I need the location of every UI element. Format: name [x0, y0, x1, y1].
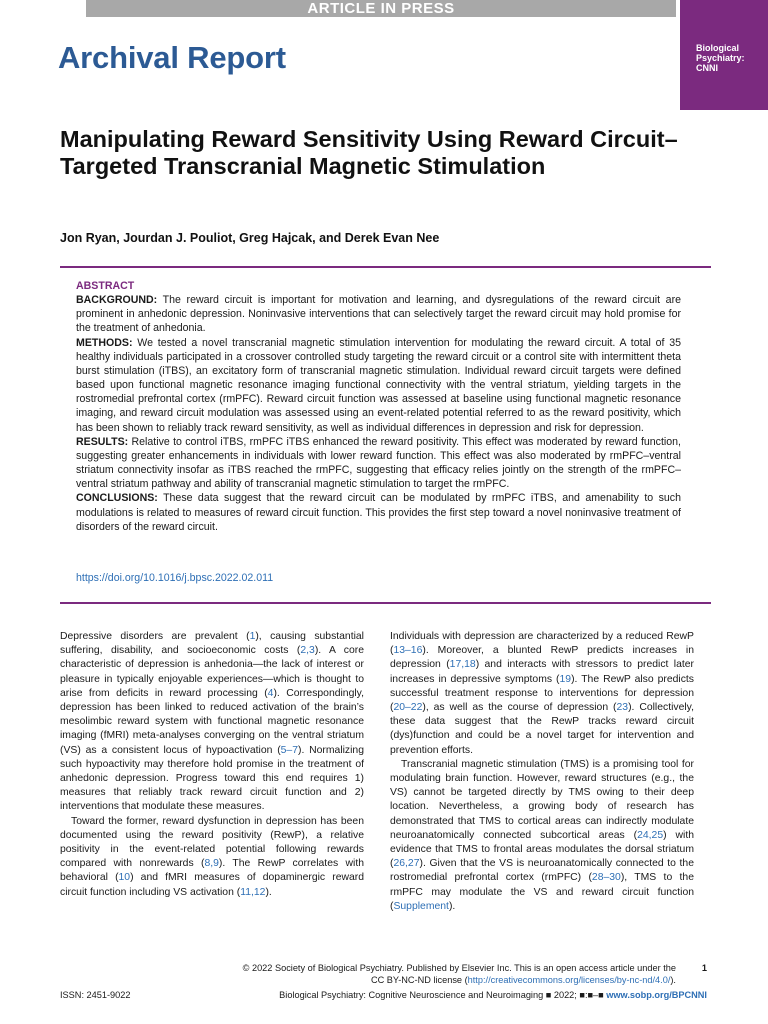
- body-column-left: [60, 630, 364, 900]
- citation-link[interactable]: 10: [118, 872, 131, 884]
- body-text: ). Normalizing such hypoactivity may therefore hold promise in the treatment of anhedonic depression. Progress toward this end requires 1) measures that reliably track reward circuit function and 2) interventions that modulate these measures.: [60, 744, 364, 813]
- citation-link[interactable]: 24,25: [637, 829, 664, 841]
- body-paragraph: [390, 630, 694, 758]
- citation-link[interactable]: 17,18: [449, 659, 476, 671]
- page-number: 1: [701, 963, 707, 973]
- abstract: [76, 279, 681, 534]
- citation-link[interactable]: 19: [559, 673, 572, 685]
- doi-link[interactable]: https://doi.org/10.1016/j.bpsc.2022.02.011: [76, 572, 274, 584]
- article-title: Manipulating Reward Sensitivity Using Reward Circuit–Targeted Transcranial Magnetic Stimulation: [60, 126, 678, 179]
- citation-link[interactable]: 2,3: [300, 645, 315, 657]
- body-text: ). The RewP also predicts successful treatment response to interventions for depression (: [390, 673, 694, 714]
- results-label: RESULTS:: [76, 435, 129, 448]
- section-label: Archival Report: [58, 40, 286, 75]
- copyright-line: © 2022 Society of Biological Psychiatry. Published by Elsevier Inc. This is an open access article under the: [242, 963, 676, 973]
- issn: ISSN: 2451-9022: [60, 990, 131, 1000]
- conclusions-text: These data suggest that the reward circuit can be modulated by rmPFC iTBS, and amenability to such modulations is related to measures of reward circuit function. This provides the first step toward a novel noninvasive treatment of disorders of the reward circuit.: [76, 492, 681, 533]
- abstract-results: [76, 435, 681, 492]
- author-list: Jon Ryan, Jourdan J. Pouliot, Greg Hajcak, and Derek Evan Nee: [60, 231, 440, 245]
- journal-tab-line: Psychiatry:: [696, 53, 745, 63]
- citation-link[interactable]: 4: [267, 687, 274, 699]
- journal-tab-line: Biological: [696, 43, 740, 53]
- license-suffix: ).: [670, 975, 676, 985]
- results-text: Relative to control iTBS, rmPFC iTBS enhanced the reward positivity. This effect was moderated by reward function, suggesting greater enhancements in individuals with lower reward function. This effect was also moderated by rmPFC–ventral striatum connectivity insofar as iTBS reached the rmPFC, suggesting that efficacy relies jointly on the strength of the rmPFC–ventral striatum pathway and ability of transcranial magnetic stimulation to target the rmPFC.: [76, 435, 681, 491]
- citation-link[interactable]: 13–16: [393, 645, 423, 657]
- body-paragraph: [60, 630, 364, 815]
- license-link[interactable]: http://creativecommons.org/licenses/by-nc-nd/4.0/: [467, 975, 671, 985]
- license-line: [196, 974, 676, 986]
- body-text: Depressive disorders are prevalent (: [60, 631, 250, 642]
- citation-link[interactable]: 11,12: [240, 886, 266, 898]
- body-paragraph: [390, 758, 694, 914]
- body-text: ). Moreover, a blunted RewP predicts increases in depression (: [390, 645, 694, 671]
- abstract-top-divider: [60, 266, 711, 268]
- body-paragraph: [60, 815, 364, 900]
- citation-link[interactable]: 28–30: [591, 872, 621, 884]
- background-label: BACKGROUND:: [76, 294, 158, 307]
- methods-text: We tested a novel transcranial magnetic stimulation intervention for modulating the reward circuit. A total of 35 healthy individuals participated in a crossover controlled study targeting the reward circuit or a control site with intermittent theta burst stimulation (iTBS), an excitatory form of transcranial magnetic stimulation. Individual reward circuit targets were defined based upon functional magnetic resonance imaging functional connectivity with the ventral striatum, yielding targets in the rostromedial prefrontal cortex (rmPFC). Reward circuit function was assessed at baseline using functional magnetic resonance imaging, and reward circuit modulation was assessed using an event-related potential referred to as the reward positivity, which has been shown to reliably track reward sensitivity, as well as individual differences in depression and risk for depression.: [76, 336, 681, 434]
- body-text: ). Given that the VS is neuroanatomically connected to the rostromedial prefrontal cortex (rmPFC) (: [390, 858, 694, 884]
- body-text: ).: [448, 900, 456, 912]
- abstract-methods: [76, 336, 681, 435]
- body-text: ). Correspondingly, depression has been linked to reduced activation of the brain’s mesolimbic reward system with functional magnetic resonance imaging (fMRI) meta-analyses converging on the ventral striatum (VS) as a consistent locus of hypoactivation (: [60, 687, 364, 756]
- body-text: ) and fMRI measures of dopaminergic reward circuit function including VS activation (: [60, 872, 364, 898]
- body-text: ), TMS to the rmPFC may modulate the VS and reward circuit function (: [390, 872, 694, 912]
- body-text: ), as well as the course of depression (: [422, 702, 617, 714]
- supplement-link[interactable]: Supplement: [393, 900, 449, 912]
- citation-link[interactable]: 8,9: [204, 858, 219, 870]
- citation-link[interactable]: 1: [249, 631, 256, 642]
- conclusions-label: CONCLUSIONS:: [76, 492, 158, 505]
- abstract-bottom-divider: [60, 602, 711, 604]
- journal-website-link[interactable]: www.sobp.org/BPCNNI: [606, 990, 707, 1000]
- body-text: ). The RewP correlates with behavioral (: [60, 858, 364, 884]
- body-column-right: [390, 630, 694, 914]
- methods-label: METHODS:: [76, 336, 133, 349]
- body-text: ).: [265, 886, 272, 898]
- journal-tab-text: [696, 43, 762, 73]
- journal-tab: [680, 0, 768, 110]
- body-text: ) and interacts with stressors to predict later increases in depressive symptoms (: [390, 659, 695, 685]
- journal-tab-line: CNNI: [696, 63, 718, 73]
- citation-link[interactable]: 5–7: [280, 744, 298, 756]
- body-text: Transcranial magnetic stimulation (TMS) is a promising tool for modulating brain function. However, reward structures (e.g., the VS) cannot be targeted directly by TMS owing to their deep location. Nevertheless, a growing body of research has demonstrated that TMS to cortical areas can indirectly modulate neuroanatomically connected subcortical areas (: [390, 758, 694, 841]
- body-text: ). A core characteristic of depression is anhedonia—the lack of interest or pleasure in typically enjoyable experiences—which is thought to arise from deficits in reward processing (: [60, 645, 364, 699]
- body-text: ). Collectively, these data suggest that the RewP tracks reward circuit (dys)function and could be a novel target for intervention and prevention efforts.: [390, 702, 694, 756]
- body-text: ) with evidence that TMS to frontal areas modulates the dorsal striatum (: [390, 829, 694, 870]
- abstract-conclusions: [76, 491, 681, 533]
- body-text: Toward the former, reward dysfunction in depression has been documented using the reward positivity (RewP), a relative positivity in the event-related potential following rewards compared with nonrewards (: [60, 815, 364, 870]
- abstract-heading: ABSTRACT: [76, 280, 135, 292]
- citation-link[interactable]: 26,27: [393, 858, 420, 870]
- license-prefix: CC BY-NC-ND license (: [370, 975, 468, 985]
- abstract-background: [76, 293, 681, 335]
- article-in-press-banner: [86, 0, 676, 17]
- citation-link[interactable]: 20–22: [393, 702, 423, 714]
- body-text: ), causing substantial suffering, disability, and socioeconomic costs (: [60, 631, 364, 657]
- citation-link[interactable]: 23: [616, 702, 629, 714]
- background-text: The reward circuit is important for motivation and learning, and dysregulations of the reward circuit are prominent in anhedonic depression. Noninvasive interventions that can selectively target the reward circuit may hold promise for the treatment of anhedonia.: [76, 294, 681, 335]
- journal-citation-line: [196, 989, 707, 1001]
- body-text: Individuals with depression are characterized by a reduced RewP (: [390, 631, 694, 657]
- banner-label: ARTICLE IN PRESS: [307, 0, 455, 17]
- journal-citation: Biological Psychiatry: Cognitive Neuroscience and Neuroimaging ■ 2022; ■:■–■: [279, 990, 607, 1000]
